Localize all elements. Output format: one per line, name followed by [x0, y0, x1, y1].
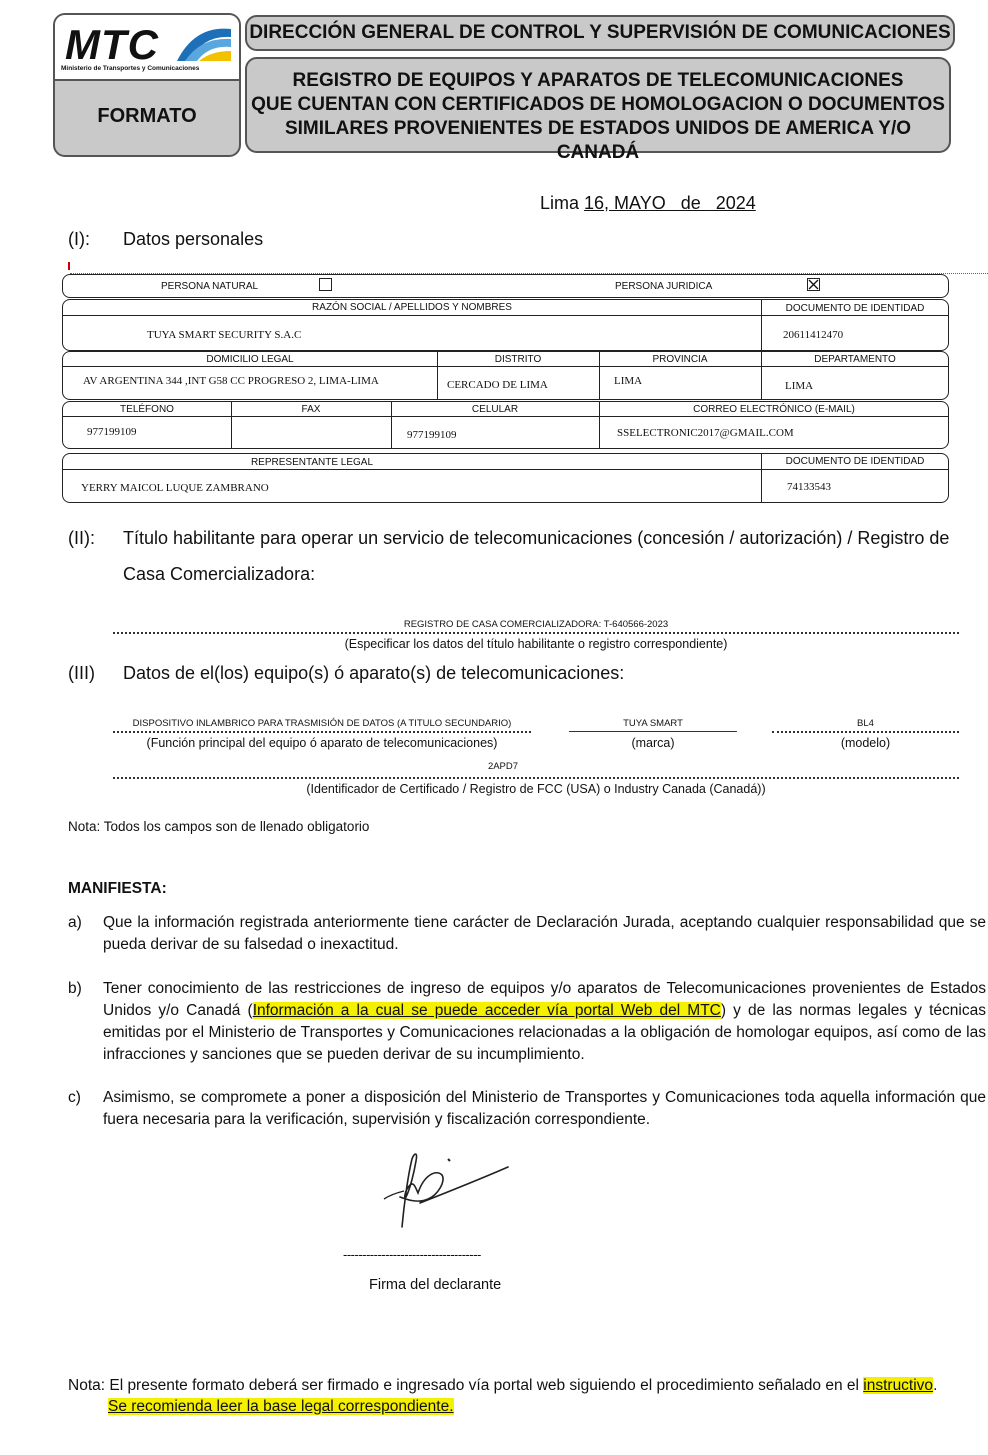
- model-value[interactable]: BL4: [857, 718, 874, 729]
- formato-label: FORMATO: [97, 105, 197, 127]
- section3-title: Datos de el(los) equipo(s) ó aparato(s) de telecomunicaciones:: [123, 663, 625, 683]
- fax-label: FAX: [301, 404, 321, 415]
- titulo-habilitante-line: [113, 632, 959, 634]
- section2-number: (II):: [68, 528, 95, 548]
- domicilio-label: DOMICILIO LEGAL: [206, 354, 294, 365]
- certificate-caption: (Identificador de Certificado / Registro de FCC (USA) o Industry Canada (Canadá)): [306, 782, 766, 796]
- footer-note: [68, 1377, 937, 1395]
- domicilio-row: [62, 351, 949, 400]
- section1-title: Datos personales: [123, 229, 264, 249]
- item-c-letter: c): [68, 1089, 81, 1106]
- razon-social-value[interactable]: TUYA SMART SECURITY S.A.C: [147, 329, 302, 341]
- logo-text: MTC: [65, 21, 159, 68]
- function-line: [113, 731, 531, 733]
- date-value: 16, MAYO de 2024: [584, 193, 756, 213]
- mtc-logo-box: [53, 13, 241, 157]
- item-b-letter: b): [68, 980, 82, 997]
- representante-row: [62, 453, 949, 503]
- doc-representante-value[interactable]: 74133543: [787, 481, 831, 493]
- instructivo-link[interactable]: instructivo: [863, 1377, 934, 1394]
- doc-identidad-value[interactable]: 20611412470: [783, 329, 844, 341]
- register-title-line1: REGISTRO DE EQUIPOS Y APARATOS DE TELECOMUNICACIONES: [292, 70, 904, 91]
- celular-value[interactable]: 977199109: [407, 429, 457, 441]
- check-x-icon: [808, 279, 819, 290]
- base-legal-link[interactable]: Se recomienda leer la base legal correspondiente.: [108, 1398, 454, 1415]
- provincia-label: PROVINCIA: [652, 354, 708, 365]
- departamento-value[interactable]: LIMA: [785, 380, 814, 392]
- register-title-line2: QUE CUENTAN CON CERTIFICADOS DE HOMOLOGACION O DOCUMENTOS: [251, 94, 945, 115]
- footer-note-end: .: [933, 1377, 938, 1394]
- mtc-logo: [55, 15, 239, 81]
- persona-juridica-checkbox[interactable]: [807, 278, 820, 291]
- section1-number: (I):: [68, 229, 90, 249]
- telefono-label: TELÉFONO: [120, 404, 174, 415]
- domicilio-value[interactable]: AV ARGENTINA 344 ,INT G58 CC PROGRESO 2, LIMA-LIMA: [83, 375, 379, 387]
- function-value[interactable]: DISPOSITIVO INLAMBRICO PARA TRASMISIÓN DE DATOS (A TITULO SECUNDARIO): [132, 718, 512, 729]
- signature-line: ------------------------------------: [343, 1247, 481, 1262]
- signature-label: Firma del declarante: [369, 1277, 502, 1293]
- representante-label: REPRESENTANTE LEGAL: [250, 457, 374, 468]
- logo-wave-icon: [175, 23, 233, 63]
- doc-identidad-label: DOCUMENTO DE IDENTIDAD: [785, 303, 925, 314]
- footer-note-line2: [108, 1398, 454, 1416]
- item-b-text-1: Tener conocimiento de las restricciones de ingreso de equipos y/o aparatos de Telecomunicaciones provenientes de Estados Unidos y/o Canadá (: [103, 980, 986, 1019]
- section2-title-line2: Casa Comercializadora:: [123, 564, 316, 584]
- provincia-value[interactable]: LIMA: [614, 375, 643, 387]
- note-required: Nota: Todos los campos son de llenado obligatorio: [68, 819, 370, 834]
- distrito-value[interactable]: CERCADO DE LIMA: [447, 379, 548, 391]
- brand-value[interactable]: TUYA SMART: [623, 718, 683, 729]
- divider: [63, 366, 948, 367]
- direction-title: DIRECCIÓN GENERAL DE CONTROL Y SUPERVISIÓN DE COMUNICACIONES: [245, 15, 955, 51]
- email-label: CORREO ELECTRÓNICO (E-MAIL): [693, 404, 855, 415]
- item-a-letter: a): [68, 914, 82, 931]
- certificate-value[interactable]: 2APD7: [487, 761, 519, 772]
- titulo-habilitante-value[interactable]: REGISTRO DE CASA COMERCIALIZADORA: T-640566-2023: [403, 619, 669, 630]
- item-c-text: Asimismo, se compromete a poner a disposición del Ministerio de Transportes y Comunicaciones toda aquella información que fuera necesaria para la verificación, supervisión y fiscalización correspondiente.: [103, 1089, 986, 1128]
- register-title: [245, 57, 951, 163]
- function-caption: (Función principal del equipo ó aparato de telecomunicaciones): [146, 736, 498, 750]
- doc-representante-label: DOCUMENTO DE IDENTIDAD: [785, 456, 925, 467]
- logo-subtitle: Ministerio de Transportes y Comunicaciones: [61, 65, 200, 72]
- item-a-text: Que la información registrada anteriormente tiene carácter de Declaración Jurada, aceptando cualquier responsabilidad que se pueda derivar de su falsedad o inexactitud.: [103, 914, 986, 953]
- certificate-line: [113, 777, 959, 779]
- signature-drawing: [380, 1145, 515, 1230]
- persona-type-row: [62, 274, 949, 298]
- item-b-text-2: ) y de las normas legales y técnicas emitidas por el Ministerio de Transportes y Comunicaciones relacionadas a la obligación de homologar equipos, así como de las infracciones y sanciones que se pueden derivar de su incumplimiento.: [103, 1002, 986, 1063]
- brand-caption: (marca): [631, 736, 675, 750]
- model-caption: (modelo): [840, 736, 891, 750]
- section2-title-line1: Título habilitante para operar un servicio de telecomunicaciones (concesión / autorización) / Registro de: [123, 528, 950, 548]
- section3-number: (III): [68, 663, 95, 683]
- razon-social-row: [62, 299, 949, 351]
- footer-note-text: Nota: El presente formato deberá ser firmado e ingresado vía portal web siguiendo el procedimiento señalado en el: [68, 1377, 864, 1394]
- item-b-text: [103, 978, 986, 1066]
- representante-value[interactable]: YERRY MAICOL LUQUE ZAMBRANO: [81, 482, 269, 494]
- date-prefix: Lima: [540, 193, 580, 213]
- register-title-line3: SIMILARES PROVENIENTES DE ESTADOS UNIDOS DE AMERICA Y/O CANADÁ: [284, 118, 912, 163]
- telefono-value[interactable]: 977199109: [87, 426, 137, 438]
- titulo-habilitante-caption: (Especificar los datos del título habilitante o registro correspondiente): [344, 637, 728, 651]
- mtc-portal-link[interactable]: Información a la cual se puede acceder vía portal Web del MTC: [252, 1002, 721, 1019]
- departamento-label: DEPARTAMENTO: [814, 354, 896, 365]
- divider: [63, 315, 948, 316]
- persona-juridica-label: PERSONA JURIDICA: [615, 281, 713, 292]
- divider: [63, 469, 948, 470]
- manifiesta-title: MANIFIESTA:: [68, 880, 167, 897]
- red-mark: [68, 262, 70, 270]
- brand-line: [569, 731, 737, 732]
- date-line: [540, 193, 756, 214]
- divider: [63, 416, 948, 417]
- contact-row: [62, 401, 949, 449]
- persona-natural-label: PERSONA NATURAL: [161, 281, 259, 292]
- model-line: [772, 731, 959, 733]
- email-value[interactable]: SSELECTRONIC2017@GMAIL.COM: [617, 427, 794, 439]
- celular-label: CELULAR: [471, 404, 519, 415]
- razon-social-label: RAZÓN SOCIAL / APELLIDOS Y NOMBRES: [312, 302, 512, 313]
- distrito-label: DISTRITO: [494, 354, 542, 365]
- persona-natural-checkbox[interactable]: [319, 278, 332, 291]
